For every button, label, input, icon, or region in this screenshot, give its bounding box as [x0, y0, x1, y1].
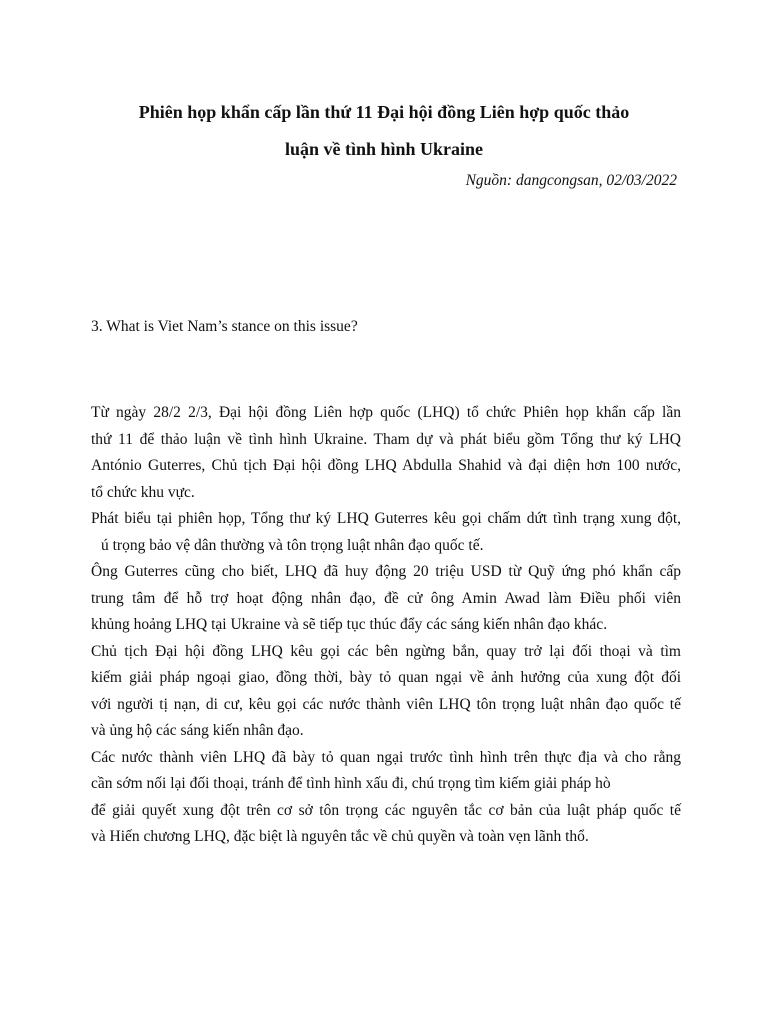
paragraph-line: trung tâm để hỗ trợ hoạt động nhân đạo, đề cử ông Amin Awad làm Điều phối viên: [91, 589, 681, 607]
paragraph-5: [91, 745, 681, 851]
question-heading: 3. What is Viet Nam’s stance on this issue?: [91, 318, 358, 335]
paragraph-2: [91, 506, 681, 559]
paragraph-line: Từ ngày 28/2 2/3, Đại hội đồng Liên hợp quốc (LHQ) tổ chức Phiên họp khẩn cấp lần: [91, 404, 681, 421]
paragraph-line: và Hiến chương LHQ, đặc biệt là nguyên tắc về chủ quyền và toàn vẹn lãnh thổ.: [91, 828, 589, 845]
document-title: [90, 94, 678, 168]
paragraph-line: với người tị nạn, di cư, kêu gọi các nước thành viên LHQ tôn trọng luật nhân đạo quốc tế: [91, 695, 681, 713]
paragraph-line: ú trọng bảo vệ dân thường và tôn trọng luật nhân đạo quốc tế.: [101, 536, 484, 554]
source-citation: Nguồn: dangcongsan, 02/03/2022: [465, 172, 677, 189]
paragraph-line: Phát biểu tại phiên họp, Tổng thư ký LHQ Guterres kêu gọi chấm dứt tình trạng xung đột,: [91, 510, 681, 527]
body-text: [91, 400, 681, 851]
paragraph-4: [91, 639, 681, 745]
paragraph-line: thứ 11 để thảo luận về tình hình Ukraine. Tham dự và phát biểu gồm Tổng thư ký LHQ: [91, 430, 681, 448]
paragraph-line: khủng hoảng LHQ tại Ukraine và sẽ tiếp tục thúc đẩy các sáng kiến nhân đạo khác.: [91, 616, 608, 633]
paragraph-line: Ông Guterres cũng cho biết, LHQ đã huy động 20 triệu USD từ Quỹ ứng phó khẩn cấp: [91, 563, 681, 580]
title-line-1: Phiên họp khẩn cấp lần thứ 11 Đại hội đồng Liên hợp quốc thảo: [138, 102, 630, 122]
paragraph-1: [91, 400, 681, 506]
paragraph-line: để giải quyết xung đột trên cơ sở tôn trọng các nguyên tắc cơ bản của luật pháp quốc tế: [91, 801, 681, 819]
paragraph-line: Chủ tịch Đại hội đồng LHQ kêu gọi các bên ngừng bắn, quay trở lại đối thoại và tìm: [91, 642, 681, 660]
paragraph-line: António Guterres, Chủ tịch Đại hội đồng LHQ Abdulla Shahid và đại diện hơn 100 nước,: [91, 457, 681, 474]
paragraph-line: và ủng hộ các sáng kiến nhân đạo.: [91, 722, 304, 739]
title-line-2: luận về tình hình Ukraine: [284, 139, 484, 159]
paragraph-line: cần sớm nối lại đối thoại, tránh để tình hình xấu đi, chú trọng tìm kiếm giải pháp hò: [91, 775, 611, 792]
paragraph-line: tổ chức khu vực.: [91, 483, 195, 501]
paragraph-3: [91, 559, 681, 639]
paragraph-line: kiếm giải pháp ngoại giao, đồng thời, bày tỏ quan ngại về ảnh hưởng của xung đột đối: [91, 669, 681, 686]
paragraph-line: Các nước thành viên LHQ đã bày tỏ quan ngại trước tình hình trên thực địa và cho rằng: [91, 748, 681, 766]
